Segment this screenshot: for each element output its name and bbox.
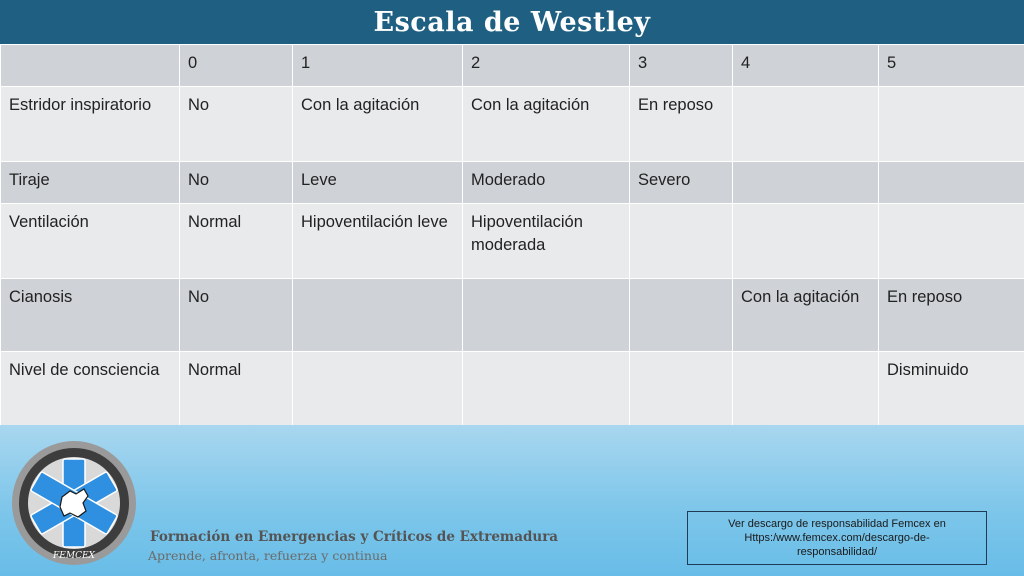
table-cell: Con la agitación xyxy=(293,87,463,162)
table-cell xyxy=(293,352,463,427)
table-cell: No xyxy=(180,87,293,162)
table-cell: Leve xyxy=(293,162,463,204)
header-cell: 2 xyxy=(463,45,630,87)
table-cell: Normal xyxy=(180,352,293,427)
table-row xyxy=(1,279,1024,352)
table-row xyxy=(1,87,1024,162)
table-cell: Disminuido xyxy=(879,352,1024,427)
logo-text: FEMCEX xyxy=(53,551,95,561)
table-cell xyxy=(293,279,463,352)
table-cell: Normal xyxy=(180,204,293,279)
organization-name: Formación en Emergencias y Críticos de Extremadura xyxy=(150,529,559,545)
table-cell: No xyxy=(180,279,293,352)
table-cell: Hipoventilación leve xyxy=(293,204,463,279)
table-header-row xyxy=(1,45,1024,87)
table-cell: Con la agitación xyxy=(463,87,630,162)
table-cell xyxy=(733,162,879,204)
table-cell xyxy=(733,352,879,427)
table-cell xyxy=(630,204,733,279)
westley-scale-table xyxy=(0,44,1024,427)
table-row xyxy=(1,204,1024,279)
table-cell: Hipoventilación moderada xyxy=(463,204,630,279)
table-row xyxy=(1,352,1024,427)
table-cell: No xyxy=(180,162,293,204)
header-cell: 4 xyxy=(733,45,879,87)
table-row xyxy=(1,162,1024,204)
table-cell xyxy=(463,279,630,352)
table-cell xyxy=(733,204,879,279)
table-cell xyxy=(630,279,733,352)
title-bar xyxy=(0,0,1024,44)
disclaimer-link-continued[interactable]: responsabilidad/ xyxy=(796,546,878,558)
slide-title: Escala de Westley xyxy=(373,6,651,38)
row-label: Nivel de consciencia xyxy=(1,352,180,427)
row-label: Ventilación xyxy=(1,204,180,279)
table-cell: En reposo xyxy=(879,279,1024,352)
row-label: Cianosis xyxy=(1,279,180,352)
table-cell xyxy=(879,204,1024,279)
header-cell: 3 xyxy=(630,45,733,87)
table-cell: Con la agitación xyxy=(733,279,879,352)
header-cell xyxy=(1,45,180,87)
header-cell: 5 xyxy=(879,45,1024,87)
table-cell xyxy=(630,352,733,427)
organization-tagline: Aprende, afronta, refuerza y continua xyxy=(148,548,388,563)
disclaimer-link[interactable]: Https:/www.femcex.com/descargo-de- xyxy=(744,532,930,544)
table-cell: Moderado xyxy=(463,162,630,204)
header-cell: 0 xyxy=(180,45,293,87)
table-cell xyxy=(733,87,879,162)
header-cell: 1 xyxy=(293,45,463,87)
row-label: Estridor inspiratorio xyxy=(1,87,180,162)
disclaimer-box xyxy=(687,511,987,565)
disclaimer-line: Ver descargo de responsabilidad Femcex en xyxy=(728,518,946,530)
table-cell xyxy=(463,352,630,427)
row-label: Tiraje xyxy=(1,162,180,204)
table-cell: Severo xyxy=(630,162,733,204)
table-cell xyxy=(879,87,1024,162)
femcex-logo xyxy=(10,439,138,567)
table-cell: En reposo xyxy=(630,87,733,162)
table-cell xyxy=(879,162,1024,204)
